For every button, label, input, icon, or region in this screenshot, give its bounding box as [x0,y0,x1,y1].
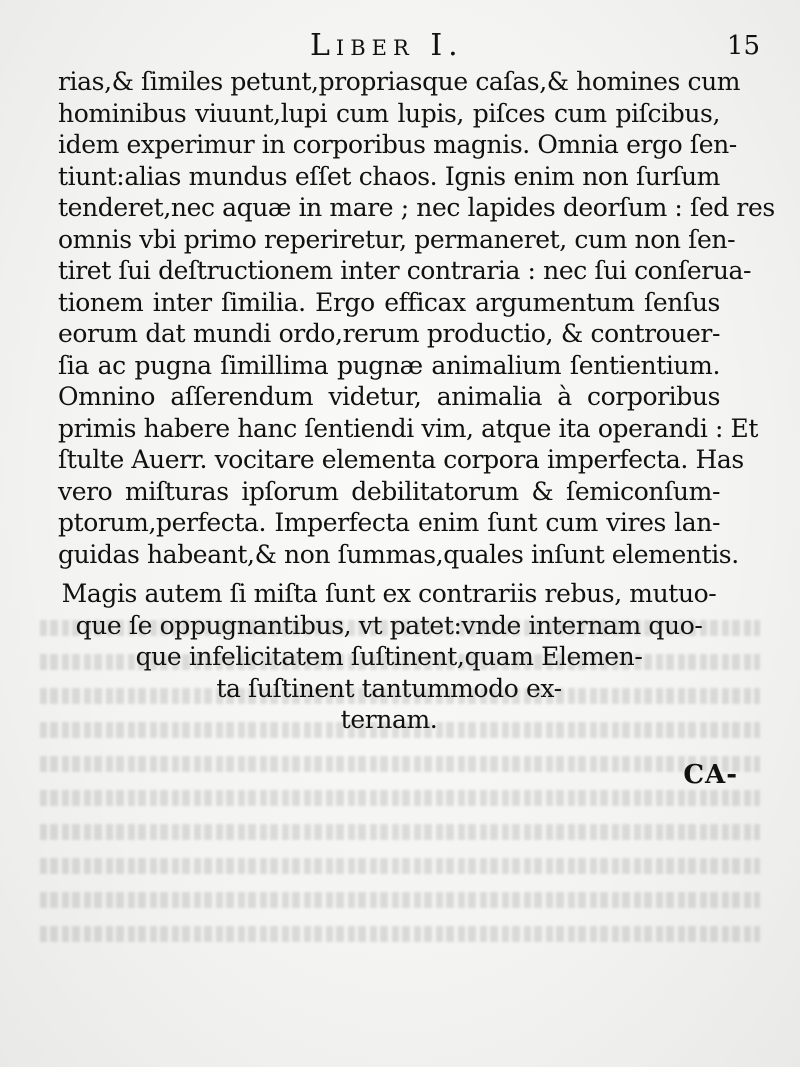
page-number: 15 [726,31,760,61]
text-line: tiunt:alias mundus eſſet chaos. Ignis enim non ſurſum [58,161,720,191]
text-line: que ſe oppugnantibus, vt patet:vnde internam quo- [75,610,703,640]
text-line: ternam. [340,705,438,734]
running-title: Liber I. [310,28,464,63]
text-line: vero miſturas ipſorum debilitatorum & ſemiconſum- [58,476,720,506]
text-line: omnis vbi primo reperiretur, permaneret, cum non ſen- [58,224,736,254]
text-line: ſia ac pugna ſimillima pugnæ animalium ſentientium. [58,350,720,380]
text-line: eorum dat mundi ordo,rerum productio, & controuer- [58,319,720,348]
text-line: idem experimur in corporibus magnis. Omnia ergo ſen- [58,130,737,159]
text-line: rias,& ſimiles petunt,propriasque caſas,& homines cum [58,67,741,96]
text-line: Omnino aſſerendum videtur, animalia à corporibus [58,382,720,411]
text-line: ptorum,perfecta. Imperfecta enim ſunt cum vires lan- [58,508,720,537]
main-text-block [58,66,775,570]
text-line: ſtulte Auerr. vocitare elementa corpora imperfecta. Has [58,445,744,474]
catchword: CA- [683,760,738,790]
text-line: ta ſuſtinent tantummodo ex- [216,673,562,703]
text-line: primis habere hanc ſentiendi vim, atque ita operandi : Et [58,413,759,443]
text-line: Magis autem ſi miſta ſunt ex contrariis rebus, mutuo- [61,579,717,608]
text-line: que infelicitatem ſuſtinent,quam Elemen- [135,642,643,671]
text-line: hominibus viuunt,lupi cum lupis, piſces cum piſcibus, [58,98,720,128]
text-line: tenderet,nec aquæ in mare ; nec lapides deorſum : ſed res [58,193,775,222]
page-header [60,28,760,64]
text-line: tiret ſui deſtructionem inter contraria : nec ſui conſerua- [58,256,752,285]
text-line: tionem inter ſimilia. Ergo efficax argumentum ſenſus [58,287,720,317]
tapered-paragraph-end [58,578,720,736]
text-line: guidas habeant,& non ſummas,quales inſunt elementis. [58,539,739,569]
